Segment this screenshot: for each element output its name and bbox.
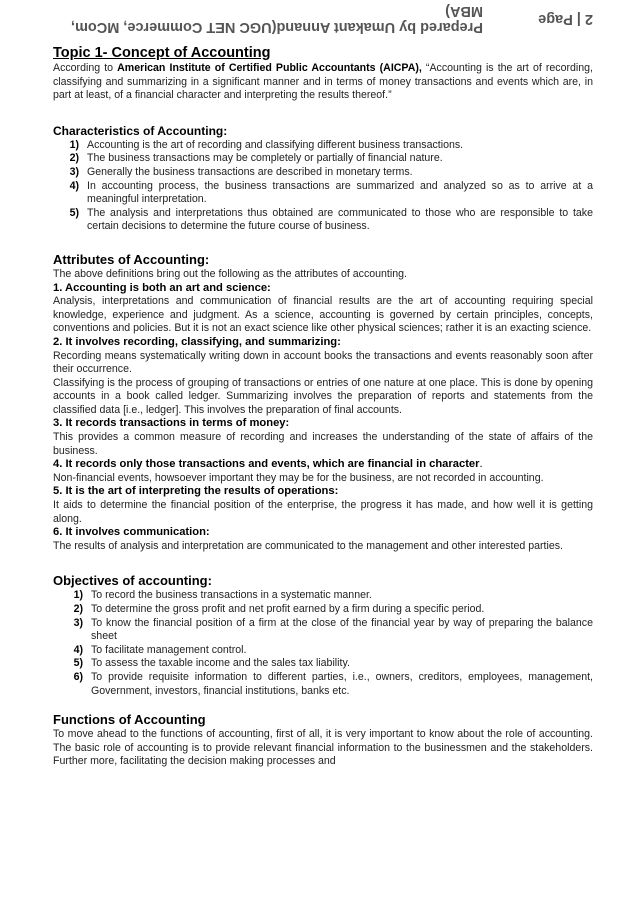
intro-prefix: According to (53, 62, 114, 74)
attribute-3-text: This provides a common measure of recording and increases the understanding of the state of affairs of the business. (53, 431, 593, 457)
functions-text: To move ahead to the functions of accounting, first of all, it is very important to know about the role of accounting. The basic role of accounting is to provide relevant financial information to the businessmen and the stakeholders. Further more, facilitating the decision making processes and (53, 728, 593, 768)
attribute-2-text-1: Recording means systematically writing down in account books the transactions and events reasonably soon after their occurrence. (53, 349, 593, 376)
attribute-4-title: 4. It records only those transactions and events, which are financial in character. (53, 458, 483, 471)
characteristics-heading: Characteristics of Accounting: (53, 123, 228, 138)
attribute-2-title: 2. It involves recording, classifying, and summarizing: (53, 335, 341, 348)
page-header (53, 3, 593, 35)
attribute-6-title: 6. It involves communication: (53, 526, 210, 539)
list-item: 4) To facilitate management control. (73, 643, 247, 656)
functions-heading: Functions of Accounting (53, 712, 206, 728)
list-item: 3) To know the financial position of a firm at the close of the financial year by way of preparing the balance sheet (73, 616, 593, 643)
page-content (53, 44, 593, 769)
topic-title: Topic 1- Concept of Accounting (53, 45, 271, 61)
intro-paragraph (53, 62, 593, 103)
list-item: 5) The analysis and interpretations thus obtained are communicated to those who are responsible to take certain decisions to determine the future course of business. (69, 206, 593, 233)
list-item: 1) Accounting is the art of recording and classifying different business transactions. (69, 138, 464, 151)
attribute-2-text-2: Classifying is the process of grouping of transactions or entries of one nature at one place. This is done by opening accounts in a book called ledger. Summarizing involves the preparation of reports and statements from the classified data [i.e., ledger]. This involves the preparation of final accounts. (53, 376, 593, 416)
attribute-1-title: 1. Accounting is both an art and science: (53, 281, 271, 294)
intro-organization: American Institute of Certified Public Accountants (AICPA), (117, 62, 422, 74)
list-item: 2) The business transactions may be completely or partially of financial nature. (69, 152, 443, 165)
attribute-6-text: The results of analysis and interpretation are communicated to the management and other interested parties. (53, 539, 563, 552)
list-item: 2) To determine the gross profit and net profit earned by a firm during a specific period. (73, 603, 485, 615)
attribute-5-title: 5. It is the art of interpreting the results of operations: (53, 485, 339, 498)
list-item: 1) To record the business transactions in a systematic manner. (73, 589, 372, 602)
page-number: 2 | Page (538, 11, 593, 27)
intro-quote: “Accounting is the art of recording, classifying and summarizing in a significant manner and in terms of money transactions and events which are, in part at least, of a financial character and interpreting the results thereof.” (53, 62, 593, 102)
list-item: 3) Generally the business transactions are described in monetary terms. (69, 165, 413, 178)
attributes-intro: The above definitions bring out the following as the attributes of accounting. (53, 267, 407, 280)
attributes-heading: Attributes of Accounting: (53, 251, 210, 267)
list-item: 4) In accounting process, the business transactions are summarized and analyzed so as to arrive at a meaningful interpretation. (69, 179, 593, 206)
prepared-by: Prepared by Umakant Annand(UGC NET Commerce, MCom, MBA) (71, 3, 483, 35)
attribute-3-title: 3. It records transactions in terms of money: (53, 417, 290, 430)
list-item: 6) To provide requisite information to different parties, i.e., owners, creditors, employees, management, Government, investors, financial institutions, banks etc. (73, 670, 593, 697)
attribute-4-text: Non-financial events, howsoever important they may be for the business, are not recorded in accounting. (53, 471, 544, 484)
list-item: 5) To assess the taxable income and the sales tax liability. (73, 657, 350, 670)
attribute-1-text: Analysis, interpretations and communication of financial results are the art of accounting requiring special knowledge, experience and judgment. As a science, accounting is governed by certain principles, concepts, conventions and policies. But it is not an exact science like other physical sciences; rather it is an exacting science. (53, 295, 593, 335)
attribute-5-text: It aids to determine the financial position of the enterprise, the progress it has made, and how well it is getting along. (53, 499, 593, 525)
objectives-list (53, 589, 593, 698)
objectives-heading: Objectives of accounting: (53, 573, 212, 589)
characteristics-list (53, 139, 593, 234)
